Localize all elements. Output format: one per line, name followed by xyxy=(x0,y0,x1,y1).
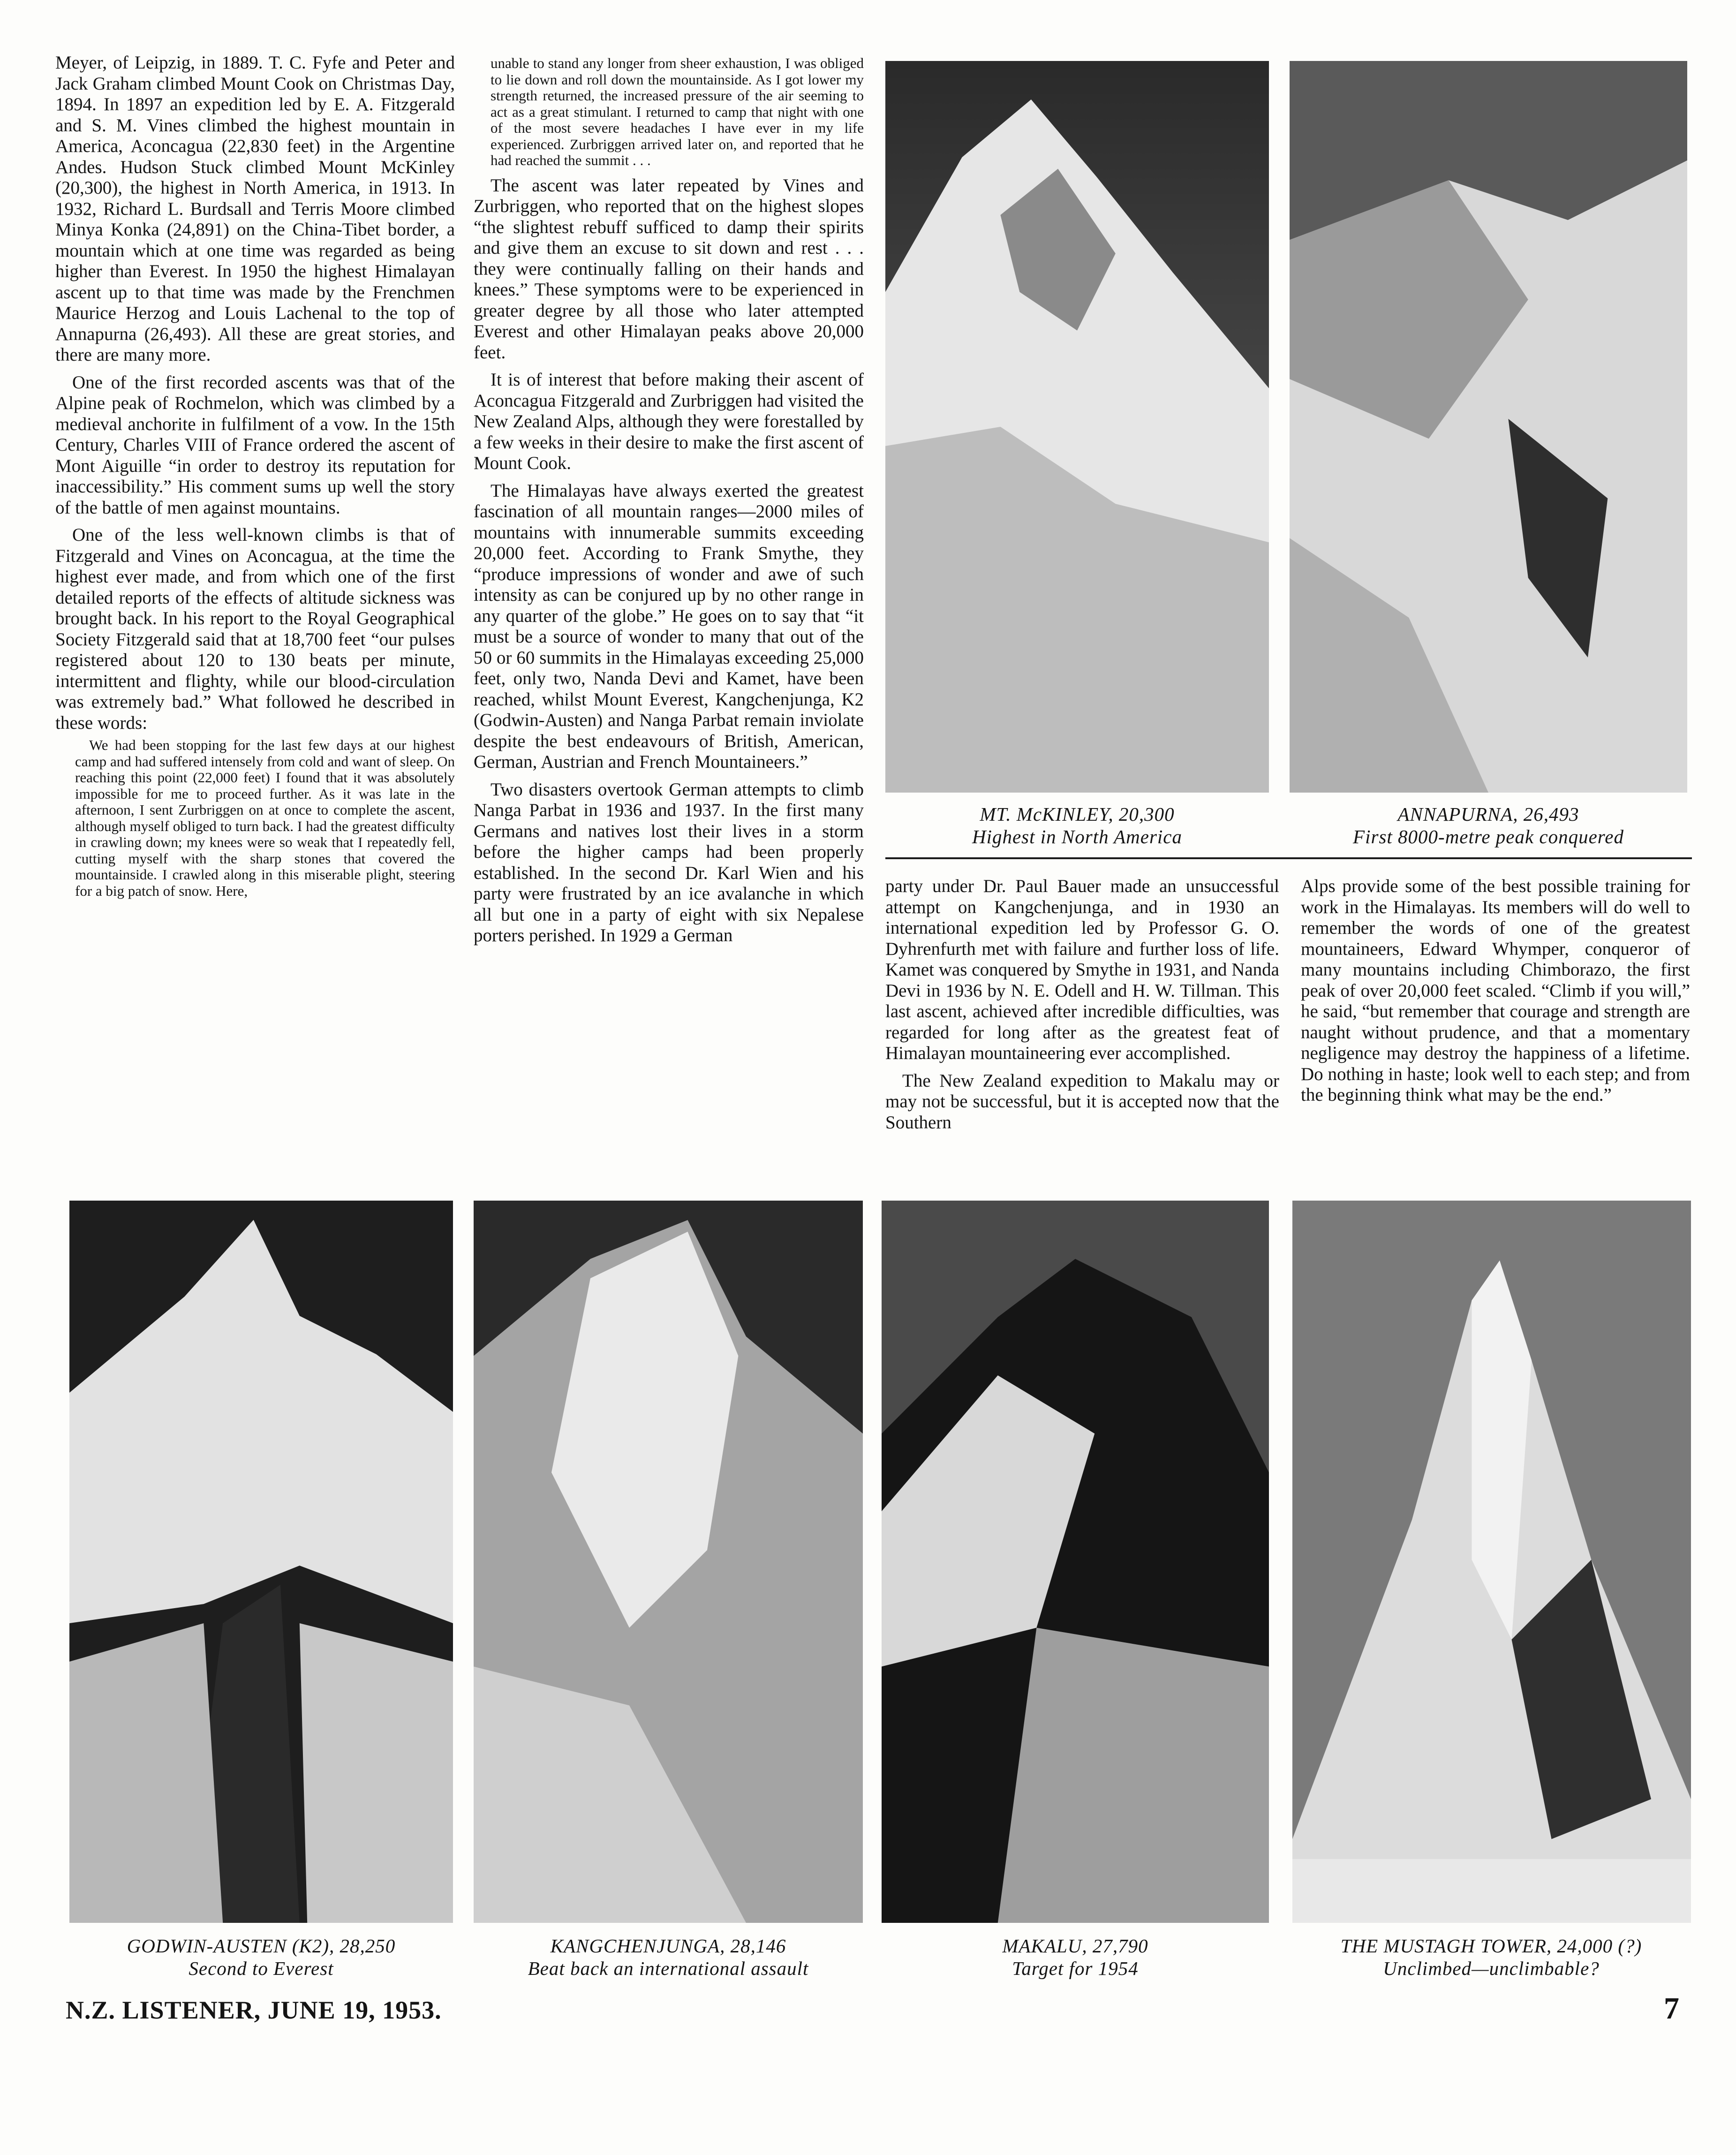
block-quote: We had been stopping for the last few days at our highest camp and had suffered intensely from cold and want of sleep. On reaching this point (22,000 feet) I found that it was absolutely impossible for me to proceed further. As it was late in the afternoon, I sent Zurbriggen on at once to complete the ascent, although myself obliged to turn back. I had the greatest difficulty in crawling down; my knees were so weak that I repeatedly fell, cutting myself with the sharp stones that covered the mountainside. I crawled along in this miserable plight, steering for a big patch of snow. Here, xyxy=(75,737,455,899)
divider-rule xyxy=(885,857,1692,859)
page-number: 7 xyxy=(1664,1991,1679,2026)
caption-kangchenjunga xyxy=(464,1935,872,1980)
article-column-4 xyxy=(1301,876,1690,1106)
photo-annapurna xyxy=(1290,61,1687,793)
caption-subtitle: First 8000-metre peak conquered xyxy=(1353,826,1624,847)
publication-footer: N.Z. LISTENER, JUNE 19, 1953. xyxy=(66,1996,442,2024)
caption-title: MAKALU, 27,790 xyxy=(1002,1935,1148,1957)
caption-mustagh-tower xyxy=(1285,1935,1698,1980)
caption-subtitle: Second to Everest xyxy=(189,1958,334,1979)
caption-title: KANGCHENJUNGA, 28,146 xyxy=(550,1935,786,1957)
caption-title: MT. McKINLEY, 20,300 xyxy=(980,803,1175,825)
caption-mt-mckinley xyxy=(885,803,1269,848)
block-quote-continued: unable to stand any longer from sheer exhaustion, I was obliged to lie down and roll down the mountainside. As I got lower my strength returned, the increased pressure of the air seeming to act as a great stimulant. I returned to camp that night with one of the most severe headaches I have ever in my life experienced. Zurbriggen arrived later on, and reported that he had reached the summit . . . xyxy=(491,55,864,168)
caption-title: GODWIN-AUSTEN (K2), 28,250 xyxy=(127,1935,396,1957)
caption-subtitle: Target for 1954 xyxy=(1012,1958,1139,1979)
paragraph: Alps provide some of the best possible training for work in the Himalayas. Its members will do well to remember the words of one of the greatest mountaineers, Edward Whymper, conqueror of many mountains including Chimborazo, the first peak of over 20,000 feet scaled. “Climb if you will,” he said, “but remember that courage and strength are naught without prudence, and that a momentary negligence may destroy the happiness of a lifetime. Do nothing in haste; look well to each step; and from the beginning think what may be the end.” xyxy=(1301,876,1690,1105)
article-column-1 xyxy=(55,53,455,899)
paragraph: It is of interest that before making their ascent of Aconcagua Fitzgerald and Zurbriggen had visited the New Zealand Alps, although they were forestalled by a few weeks in their desire to make the first ascent of Mount Cook. xyxy=(474,370,864,473)
paragraph: Two disasters overtook German attempts to climb Nanga Parbat in 1936 and 1937. In the first many Germans and natives lost their lives in a storm before the higher camps had been properly established. In the second Dr. Karl Wien and his party were frustrated by an ice avalanche in which all but one in a party of eight with six Nepalese porters perished. In 1929 a German xyxy=(474,779,864,945)
caption-title: THE MUSTAGH TOWER, 24,000 (?) xyxy=(1340,1935,1642,1957)
photo-kangchenjunga xyxy=(474,1201,863,1923)
caption-k2 xyxy=(55,1935,467,1980)
caption-subtitle: Unclimbed—unclimbable? xyxy=(1383,1958,1600,1979)
caption-subtitle: Beat back an international assault xyxy=(528,1958,809,1979)
paragraph: Meyer, of Leipzig, in 1889. T. C. Fyfe and Peter and Jack Graham climbed Mount Cook on Christmas Day, 1894. In 1897 an expedition led by E. A. Fitzgerald and S. M. Vines climbed the highest mountain in America, Aconcagua (22,830 feet) in the Argentine Andes. Hudson Stuck climbed Mount McKinley (20,300), the highest in North America, in 1913. In 1932, Richard L. Burdsall and Terris Moore climbed Minya Konka (24,891) on the China-Tibet border, a mountain which at one time was regarded as being higher than Everest. In 1950 the highest Himalayan ascent up to that time was made by the Frenchmen Maurice Herzog and Louis Lachenal to the top of Annapurna (26,493). All these are great stories, and there are many more. xyxy=(55,53,455,365)
article-column-2 xyxy=(474,55,864,946)
caption-makalu xyxy=(882,1935,1269,1980)
photo-k2 xyxy=(69,1201,453,1923)
paragraph: One of the less well-known climbs is that of Fitzgerald and Vines on Aconcagua, at the time the highest ever made, and from which one of the first detailed reports of the effects of altitude sickness was brought back. In his report to the Royal Geographical Society Fitzgerald said that at 18,700 feet “our pulses registered about 120 to 130 beats per minute, intermittent and flighty, while our blood-circulation was extremely bad.” What followed he described in these words: xyxy=(55,525,455,733)
caption-annapurna xyxy=(1290,803,1687,848)
photo-mustagh-tower xyxy=(1292,1201,1691,1923)
caption-subtitle: Highest in North America xyxy=(972,826,1183,847)
photo-mt-mckinley xyxy=(885,61,1269,793)
article-column-3 xyxy=(885,876,1279,1133)
paragraph: One of the first recorded ascents was that of the Alpine peak of Rochmelon, which was climbed by a medieval anchorite in fulfilment of a vow. In the 15th Century, Charles VIII of France ordered the ascent of Mont Aiguille “in order to destroy its reputation for inaccessibility.” His comment sums up well the story of the battle of men against mountains. xyxy=(55,372,455,518)
paragraph: The Himalayas have always exerted the greatest fascination of all mountain ranges—2000 miles of mountains with innumerable summits exceeding 20,000 feet. According to Frank Smythe, they “produce impressions of wonder and awe of such intensity as can be conjured up by no other range in any quarter of the globe.” He goes on to say that “it must be a source of wonder to many that out of the 50 or 60 summits in the Himalayas exceeding 25,000 feet, only two, Nanda Devi and Kamet, have been reached, whilst Mount Everest, Kangchenjunga, K2 (Godwin-Austen) and Nanga Parbat remain inviolate despite the best endeavours of British, American, German, Austrian and French Mountaineers.” xyxy=(474,480,864,772)
caption-title: ANNAPURNA, 26,493 xyxy=(1397,803,1579,825)
photo-makalu xyxy=(882,1201,1269,1923)
paragraph: The ascent was later repeated by Vines and Zurbriggen, who reported that on the highest slopes “the slightest rebuff sufficed to damp their spirits and give them an excuse to sit down and rest . . . they were continually falling on their hands and knees.” These symptoms were to be experienced in greater degree by all those who later attempted Everest and other Himalayan peaks above 20,000 feet. xyxy=(474,175,864,363)
paragraph: The New Zealand expedition to Makalu may or may not be successful, but it is accepted now that the Southern xyxy=(885,1070,1279,1133)
paragraph: party under Dr. Paul Bauer made an unsuccessful attempt on Kangchenjunga, and in 1930 an international expedition led by Professor G. O. Dyhrenfurth met with failure and further loss of life. Kamet was conquered by Smythe in 1931, and Nanda Devi in 1936 by N. E. Odell and H. W. Tillman. This last ascent, achieved after incredible difficulties, was regarded for long after as the greatest feat of Himalayan mountaineering ever accomplished. xyxy=(885,876,1279,1063)
